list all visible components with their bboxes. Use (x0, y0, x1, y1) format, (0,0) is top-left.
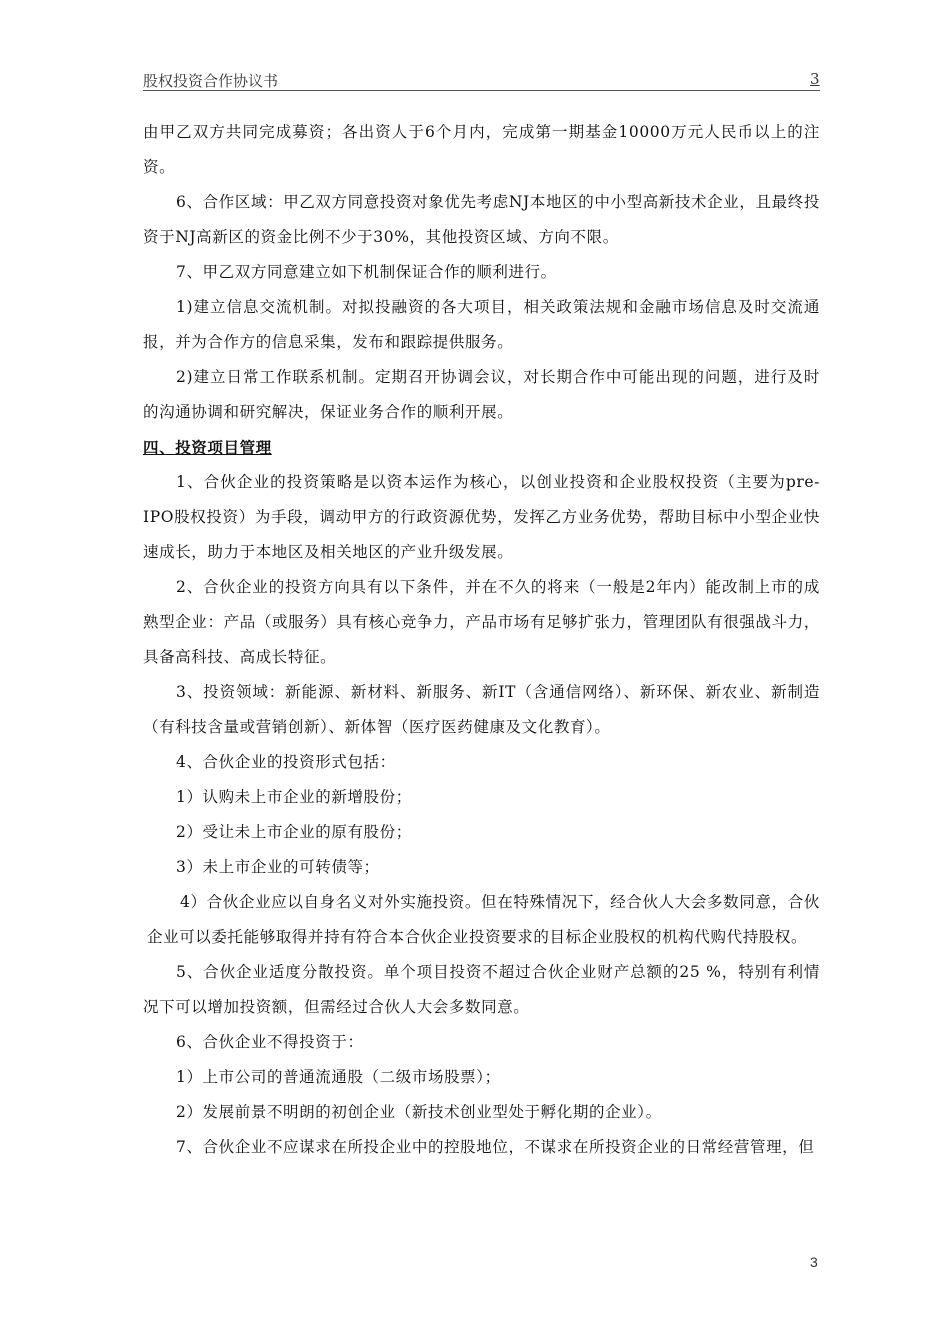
paragraph-fundraising: 由甲乙双方共同完成募资；各出资人于6个月内，完成第一期基金10000万元人民币以上的注资。 (143, 123, 820, 176)
list-item-startups: 2）发展前景不明朗的初创企业（新技术创业型处于孵化期的企业）。 (176, 1103, 662, 1121)
paragraph-no-control: 7、合伙企业不应谋求在所投企业中的控股地位，不谋求在所投资企业的日常经营管理，但 (176, 1138, 815, 1156)
list-item-convertible-bonds: 3）未上市企业的可转债等； (176, 858, 380, 876)
header-page-number: 3 (810, 70, 820, 88)
header-divider (143, 90, 820, 91)
list-item-subscribe-shares: 1）认购未上市企业的新增股份； (176, 788, 412, 806)
paragraph-cooperation-region: 6、合作区域：甲乙双方同意投资对象优先考虑NJ本地区的中小型高新技术企业，且最终投资于NJ高新区的资金比例不少于30%，其他投资区域、方向不限。 (143, 193, 820, 246)
paragraph-daily-contact: 2)建立日常工作联系机制。定期召开协调会议，对长期合作中可能出现的问题，进行及时的沟通协调和研究解决，保证业务合作的顺利开展。 (143, 368, 820, 421)
paragraph-diversified-investment: 5、合伙企业适度分散投资。单个项目投资不超过合伙企业财产总额的25 %，特别有利情况下可以增加投资额，但需经过合伙人大会多数同意。 (143, 963, 820, 1016)
list-item-listed-stocks: 1）上市公司的普通流通股（二级市场股票）； (176, 1068, 501, 1086)
paragraph-prohibited-investments: 6、合伙企业不得投资于： (176, 1033, 364, 1051)
paragraph-investment-strategy: 1、合伙企业的投资策略是以资本运作为核心，以创业投资和企业股权投资（主要为pre-IPO股权投资）为手段，调动甲方的行政资源优势，发挥乙方业务优势，帮助目标中小型企业快速成长，助力于本地区及相关地区的产业升级发展。 (143, 473, 820, 561)
paragraph-investment-direction: 2、合伙企业的投资方向具有以下条件，并在不久的将来（一般是2年内）能改制上市的成熟型企业：产品（或服务）具有核心竞争力，产品市场有足够扩张力，管理团队有很强战斗力，具备高科技、高成长特征。 (143, 578, 820, 666)
paragraph-investment-forms: 4、合伙企业的投资形式包括： (176, 753, 396, 771)
header-document-title: 股权投资合作协议书 (143, 72, 279, 90)
paragraph-info-exchange: 1)建立信息交流机制。对拟投融资的各大项目，相关政策法规和金融市场信息及时交流通报，并为合作方的信息采集，发布和跟踪提供服务。 (143, 298, 820, 351)
document-body (143, 115, 820, 1165)
paragraph-mechanism-intro: 7、甲乙双方同意建立如下机制保证合作的顺利进行。 (176, 263, 557, 281)
list-item-transfer-shares: 2）受让未上市企业的原有股份； (176, 823, 412, 841)
paragraph-investment-fields: 3、投资领域：新能源、新材料、新服务、新IT（含通信网络）、新环保、新农业、新制造（有科技含量或营销创新）、新体智（医疗医药健康及文化教育）。 (143, 683, 820, 736)
list-item-entrusted-holding: 4）合伙企业应以自身名义对外实施投资。但在特殊情况下，经合伙人大会多数同意，合伙企业可以委托能够取得并持有符合本合伙企业投资要求的目标企业股权的机构代购代持股权。 (147, 893, 820, 946)
footer-page-number: 3 (810, 1254, 818, 1270)
section-heading-investment-management: 四、投资项目管理 (143, 438, 272, 457)
